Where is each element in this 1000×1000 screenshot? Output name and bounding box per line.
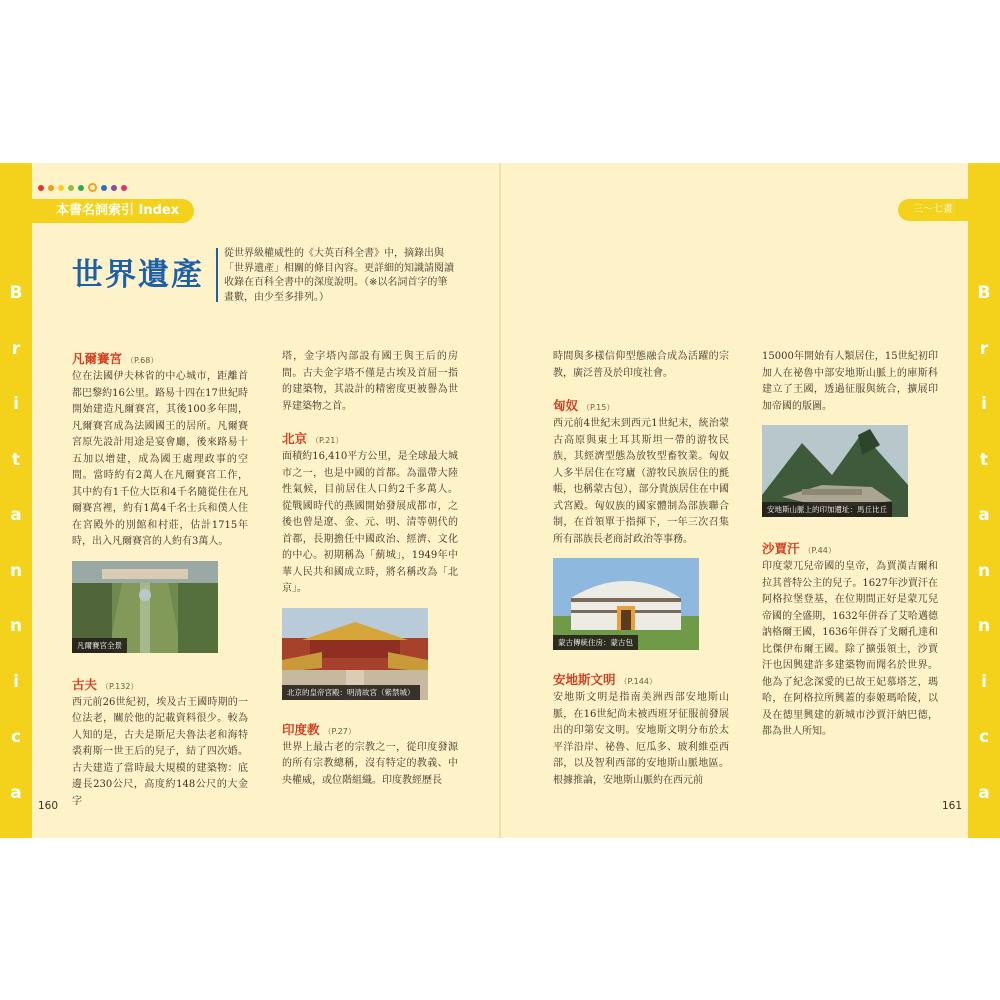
entry-shahjahan <box>762 539 938 741</box>
entry-page-ref: （P.68） <box>126 356 159 365</box>
side-tab-letter: t <box>11 449 21 470</box>
entry-text-continued: 15000年開始有人類居住，15世紀初印加人在祕魯中部安地斯山脈上的庫斯科建立了王國，透過征服與統合，擴展印加帝國的版圖。 <box>762 351 938 412</box>
side-tab-letter: i <box>13 671 19 692</box>
entry-beijing <box>282 429 458 598</box>
entry-text: 世界上最古老的宗教之一，從印度發源的所有宗教總稱，沒有特定的教義、中央權威，或位階組織。印度教經歷長 <box>282 741 458 786</box>
page-number-left: 160 <box>38 800 59 812</box>
side-tab-letter: a <box>10 782 22 803</box>
section-intro: 從世界級權威性的《大英百科全書》中，摘錄出與「世界遺產」相關的條目內容。更詳細的知識請閱讀收錄在百科全書中的深度說明。（※以名詞首字的筆畫數，由少至多排列。） <box>224 248 454 303</box>
side-tab-letter: c <box>10 727 22 748</box>
color-dots-decoration <box>38 183 127 192</box>
side-tab-letter: a <box>978 505 990 526</box>
side-tab-letter: t <box>979 449 989 470</box>
side-tab-letter: n <box>977 616 991 637</box>
side-tab-letter: i <box>981 671 987 692</box>
entry-page-ref: （P.44） <box>803 546 836 555</box>
photo-machu-picchu <box>762 425 908 517</box>
entry-title: 古夫 <box>72 676 98 692</box>
entry-xiongnu <box>553 396 729 548</box>
side-tab-letter: r <box>11 338 21 359</box>
entry-title: 匈奴 <box>553 398 579 413</box>
photo-caption: 蒙古傳統住房：蒙古包 <box>553 635 638 650</box>
left-edge-letters <box>0 283 32 803</box>
photo-yurt <box>553 558 699 650</box>
entry-versailles <box>72 349 248 551</box>
photo-versailles <box>72 561 218 653</box>
entry-title: 安地斯文明 <box>553 672 616 687</box>
entry-text-continued: 時間與多樣信仰型態融合成為活躍的宗教，廣泛普及於印度社會。 <box>553 351 729 379</box>
entry-andes <box>553 670 729 789</box>
entry-title: 沙賈汗 <box>762 541 800 556</box>
entry-khufu <box>72 675 248 811</box>
section-title: 世界遺產 <box>72 257 204 293</box>
entry-hinduism-continued <box>553 349 729 382</box>
side-tab-letter: r <box>979 338 989 359</box>
left-edge-tab <box>0 163 32 838</box>
decor-dot <box>101 185 107 191</box>
column-2 <box>282 349 458 799</box>
column-3 <box>553 349 729 799</box>
side-tab-letter: a <box>978 782 990 803</box>
entry-hinduism <box>282 720 458 790</box>
photo-caption: 北京的皇帝宮殿：明清故宮（紫禁城） <box>282 685 420 700</box>
entry-text: 印度蒙兀兒帝國的皇帝，為賈漢吉爾和拉其普特公主的兒子。1627年沙賈汗在阿格拉堡登基，在位期間正好是蒙兀兒帝國的全盛期，1632年併吞了艾哈邁德訥格爾王國，1636年併吞了戈爾孔達和比傑伊布爾王國。除了擴張領土，沙賈汗也因興建許多建築物而聞名於世界。他為了紀念深愛的已故王妃慕塔芝，瑪哈，在阿格拉所興蓋的泰姬瑪哈陵，以及在德里興建的新城市沙賈汗納巴德，都為世人所知。 <box>762 561 938 737</box>
side-tab-letter: c <box>978 727 990 748</box>
entry-page-ref: （P.132） <box>101 681 139 691</box>
decor-dot <box>88 183 97 192</box>
photo-caption: 安地斯山脈上的印加遺址：馬丘比丘 <box>762 502 892 517</box>
entry-text-continued: 塔，金字塔內部設有國王與王后的房間。古夫金字塔不僅是古埃及首屈一指的建築物，其設計的精密度更被譽為世界建築物之首。 <box>282 351 458 412</box>
entry-khufu-continued <box>282 349 458 415</box>
index-banner: 本書名詞索引 Index <box>32 199 194 223</box>
side-tab-letter: B <box>9 283 23 303</box>
decor-dot <box>48 185 54 191</box>
entry-page-ref: （P.144） <box>619 677 657 686</box>
right-edge-tab <box>968 163 1000 838</box>
entry-page-ref: （P.27） <box>323 726 356 736</box>
decor-dot <box>121 185 127 191</box>
entry-title: 北京 <box>282 431 308 446</box>
spine-gutter <box>499 163 501 838</box>
entry-text: 面積約16,410平方公里，是全球最大城市之一，也是中國的首都。為溫帶大陸性氣候，目前居住人口約2千多萬人。從戰國時代的燕國開始發展成都市，之後也曾是遼、金、元、明、清等朝代的首都，長期擔任中國政治、經濟、文化的中心。初期稱為「薊城」，1949年中華人民共和國成立時，將名稱改為「北京」。 <box>282 451 458 594</box>
side-tab-letter: i <box>13 394 19 415</box>
entry-title: 凡爾賽宮 <box>72 351 123 366</box>
column-4 <box>762 349 938 751</box>
entry-text: 位在法國伊夫林省的中心城市，距離首都巴黎約16公里。路易十四在17世紀時開始建造凡爾賽宮，其後100多年間，凡爾賽宮成為法國國王的居所。凡爾賽宮原先設計用途是宴會廳，後來路易十五加以增建，成為國王處理政事的空間。當時約有2萬人在凡爾賽宮工作，其中約有1千位大臣和4千名隨從住在凡爾賽宮裡，約有1萬4千名士兵和僕人住在宮殿外的別館和村莊，估計1715年時，出入凡爾賽宮的人約有3萬人。 <box>72 371 248 547</box>
entry-text: 西元前26世紀初，埃及古王國時期的一位法老，關於他的記載資料很少。較為人知的是，古夫是斯尼夫魯法老和海特裘莉斯一世王后的兒子，結了四次婚。古夫建造了當時最大規模的建築物：底邊長230公尺，高度約148公尺的大金字 <box>72 696 248 807</box>
side-tab-letter: n <box>9 560 23 581</box>
column-1 <box>72 349 248 820</box>
title-divider <box>216 248 218 302</box>
decor-dot <box>111 185 117 191</box>
side-tab-letter: B <box>977 283 991 303</box>
side-tab-letter: n <box>977 560 991 581</box>
page-number-right: 161 <box>941 800 962 812</box>
side-tab-letter: i <box>981 394 987 415</box>
entry-text: 安地斯文明是指南美洲西部安地斯山脈，在16世紀尚未被西班牙征服前發展出的印第安文明。安地斯文明分布於太平洋沿岸、祕魯、厄瓜多、玻利維亞西部，以及智利西部的安地斯山脈地區。根據推論，安地斯山脈約在西元前 <box>553 692 729 786</box>
entry-title: 印度教 <box>282 721 320 737</box>
stroke-range-banner: 三〜七畫 <box>898 199 968 221</box>
decor-dot <box>38 185 44 191</box>
decor-dot <box>78 185 84 191</box>
entry-page-ref: （P.21） <box>311 436 344 445</box>
photo-forbidden-city <box>282 608 428 700</box>
side-tab-letter: n <box>9 616 23 637</box>
entry-page-ref: （P.15） <box>582 403 615 412</box>
side-tab-letter: a <box>10 505 22 526</box>
photo-caption: 凡爾賽宮全景 <box>72 638 127 653</box>
decor-dot <box>68 185 74 191</box>
entry-andes-continued <box>762 349 938 415</box>
decor-dot <box>58 185 64 191</box>
right-edge-letters <box>968 283 1000 803</box>
entry-text: 西元前4世紀末到西元1世紀末，統治蒙古高原與東土耳其斯坦一帶的游牧民族，其經濟型態為放牧型畜牧業。匈奴人多半居住在穹廬（游牧民族居住的氈帳，也稱蒙古包），部分貴族居住在中國式宮殿。匈奴族的國家體制為部族聯合制，在首領單于指揮下，一年三次召集所有部族長老商討政治等事務。 <box>553 418 729 545</box>
